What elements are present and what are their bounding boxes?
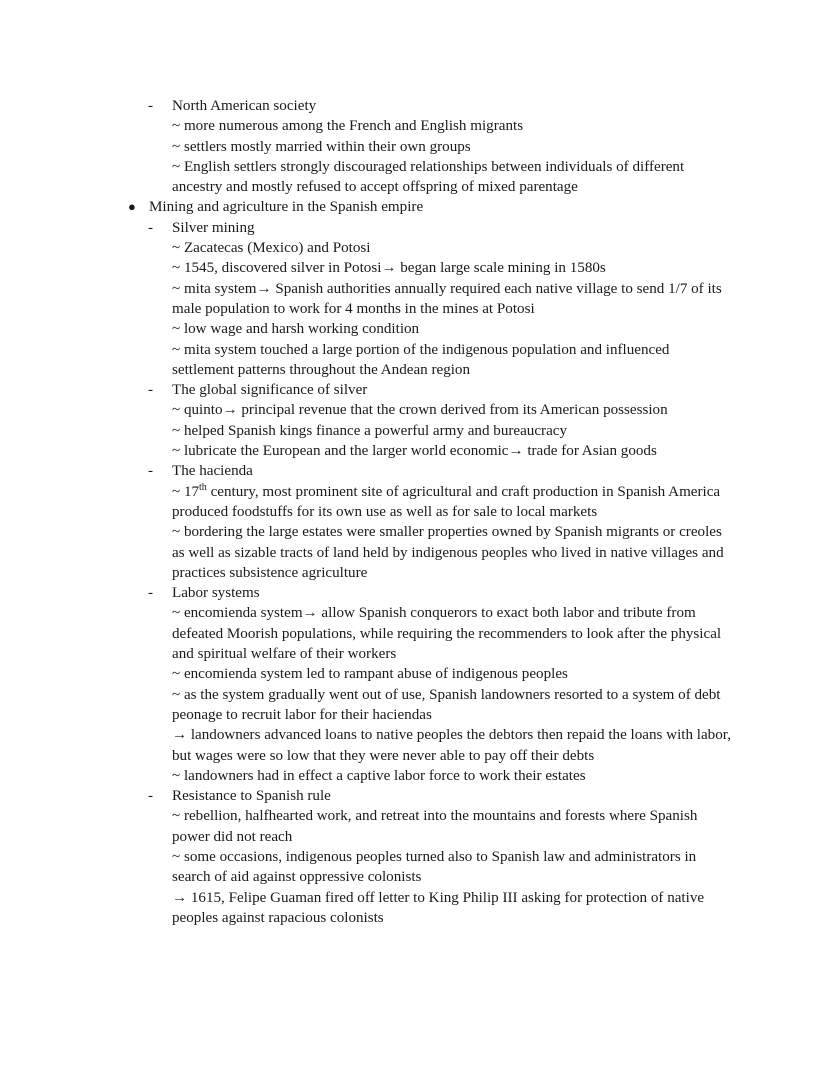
- outline-item-text: The hacienda: [172, 463, 253, 480]
- bullet-dash-icon: -: [148, 788, 154, 805]
- bullet-dash-icon: -: [148, 382, 154, 399]
- outline-item-hacienda-17th-century: [128, 482, 732, 523]
- outline-item-text: ~ Zacatecas (Mexico) and Potosi: [172, 240, 371, 257]
- outline-item-silver-mita-influence: [128, 340, 732, 381]
- outline-item-text: ~ 1545, discovered silver in Potosi→ began large scale mining in 1580s: [172, 260, 606, 277]
- outline-item-labor-advanced-loans: [128, 725, 732, 766]
- outline-item-text: ~ as the system gradually went out of use, Spanish landowners resorted to a system of debt peonage to recruit labor for their haciendas: [172, 686, 721, 723]
- outline-item-silver-mita-system: [128, 279, 732, 320]
- bullet-dash-icon: -: [148, 585, 154, 602]
- outline-item-text: ~ English settlers strongly discouraged relationships between individuals of different ancestry and mostly refused to accept offspring of mixed parentage: [172, 158, 685, 196]
- outline-item-the-hacienda: [128, 461, 732, 481]
- outline-item-text: ~ some occasions, indigenous peoples turned also to Spanish law and administrators in search of aid against oppressive colonists: [172, 848, 697, 886]
- outline-item-resistance-rebellion: [128, 806, 732, 847]
- outline-item-text: ~ mita system touched a large portion of the indigenous population and influenced settlement patterns throughout the Andean region: [172, 341, 670, 378]
- outline-item-text: ~ quinto→ principal revenue that the crown derived from its American possession: [172, 402, 668, 419]
- outline-item-silver-quinto: [128, 400, 732, 420]
- outline-item-resistance-felipe-guaman: [128, 888, 732, 929]
- outline-item-resistance-spanish-law: [128, 847, 732, 888]
- outline-item-text: Silver mining: [172, 219, 255, 236]
- bullet-dash-icon: -: [148, 219, 154, 236]
- outline-item-text: ~ encomienda system led to rampant abuse of indigenous peoples: [172, 666, 568, 683]
- outline-item-labor-systems: [128, 583, 732, 603]
- outline-item-global-significance-of-silver: [128, 380, 732, 400]
- outline-item-labor-encomienda-abuse: [128, 664, 732, 684]
- outline-item-text: ~ lubricate the European and the larger world economic→ trade for Asian goods: [172, 443, 657, 460]
- outline-item-text: ~ landowners had in effect a captive labor force to work their estates: [172, 767, 586, 784]
- outline-item-text: Resistance to Spanish rule: [172, 788, 331, 805]
- outline-item-labor-debt-peonage: [128, 685, 732, 726]
- outline-item-text: ~ rebellion, halfhearted work, and retreat into the mountains and forests where Spanish power did not reach: [172, 808, 698, 845]
- outline-item-text: → landowners advanced loans to native peoples the debtors then repaid the loans with labor, but wages were so low that they were never able to pay off their debts: [172, 727, 731, 764]
- bullet-dot-icon: ●: [128, 199, 136, 215]
- outline-item-text: ~ 17th century, most prominent site of agricultural and craft production in Spanish America produced foodstuffs for its own use as well as for sale to local markets: [172, 481, 721, 520]
- outline-item-silver-lubricate-economy: [128, 441, 732, 461]
- outline-item-mining-and-agriculture: [128, 197, 732, 217]
- outline-item-na-more-numerous: [128, 116, 732, 136]
- outline-item-text: → 1615, Felipe Guaman fired off letter to King Philip III asking for protection of native peoples against rapacious colonists: [172, 889, 705, 926]
- notes-outline: [128, 96, 732, 928]
- outline-item-text: ~ encomienda system→ allow Spanish conquerors to exact both labor and tribute from defeated Moorish populations, while requiring the recommenders to look after the physical and spiritual welfare of their workers: [172, 605, 722, 663]
- outline-item-resistance-to-spanish-rule: [128, 786, 732, 806]
- outline-item-labor-encomienda-system: [128, 603, 732, 664]
- outline-item-silver-1545-discovery: [128, 258, 732, 278]
- outline-item-labor-captive-force: [128, 766, 732, 786]
- outline-item-text: ~ more numerous among the French and English migrants: [172, 118, 524, 135]
- outline-item-na-english-discouraged: [128, 157, 732, 198]
- outline-item-text: ~ bordering the large estates were smaller properties owned by Spanish migrants or creoles as well as sizable tracts of land held by indigenous peoples who lived in native villages and practices subsistence agriculture: [172, 524, 724, 581]
- outline-item-text: Labor systems: [172, 585, 260, 602]
- outline-item-text: North American society: [172, 98, 317, 114]
- outline-item-silver-zacatecas-potosi: [128, 238, 732, 258]
- outline-item-text: Mining and agriculture in the Spanish empire: [149, 199, 424, 216]
- outline-item-text: ~ low wage and harsh working condition: [172, 321, 420, 338]
- outline-item-text: ~ settlers mostly married within their own groups: [172, 138, 471, 155]
- outline-item-na-settlers-married: [128, 137, 732, 157]
- outline-item-hacienda-bordering-estates: [128, 522, 732, 583]
- outline-item-silver-helped-kings: [128, 421, 732, 441]
- bullet-dash-icon: -: [148, 98, 154, 114]
- bullet-dash-icon: -: [148, 463, 154, 480]
- outline-item-text: The global significance of silver: [172, 382, 368, 399]
- outline-item-text: ~ helped Spanish kings finance a powerful army and bureaucracy: [172, 422, 568, 439]
- outline-item-text: ~ mita system→ Spanish authorities annually required each native village to send 1/7 of its male population to work for 4 months in the mines at Potosi: [172, 280, 722, 317]
- outline-item-silver-mining: [128, 218, 732, 238]
- outline-item-north-american-society: [128, 96, 732, 116]
- outline-item-silver-low-wage: [128, 319, 732, 339]
